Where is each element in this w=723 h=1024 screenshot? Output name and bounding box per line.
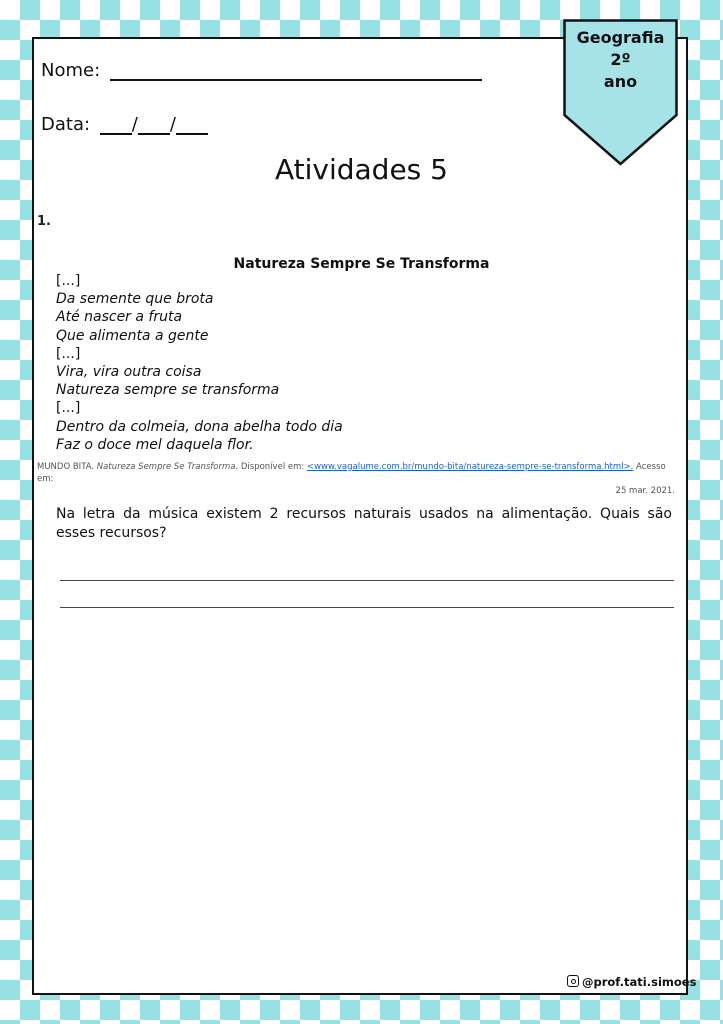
citation-access: Acesso em: [37,462,666,484]
date-month-line[interactable] [138,115,170,135]
date-separator: / [169,114,176,135]
lyric-line: Faz o doce mel daquela flor. [56,436,254,453]
question-number: 1. [37,214,51,229]
lyric-line: [...] [56,400,81,417]
lyric-line: [...] [56,273,81,289]
page-title: Atividades 5 [274,153,448,186]
citation-link[interactable]: <www.vagalume.com.br/mundo-bita/natureza-sempre-se-transforma.html>. [306,462,634,472]
instagram-icon [567,975,579,987]
question-prompt: Na letra da música existem 2 recursos naturais usados na alimentação. Quais são esses recursos? [56,506,672,541]
song-citation [37,461,675,497]
lyric-line: Dentro da colmeia, dona abelha todo dia [56,418,343,435]
lyric-line: Que alimenta a gente [56,327,209,344]
citation-author: MUNDO BITA. [37,462,95,472]
name-label: Nome: [41,60,101,81]
lyric-line: Até nascer a fruta [56,309,183,326]
citation-available: Disponível em: [240,462,305,472]
answer-line[interactable] [60,580,674,581]
lyric-line: Da semente que brota [56,291,214,308]
name-input-line[interactable] [110,61,482,81]
citation-work: Natureza Sempre Se Transforma. [96,462,239,472]
lyric-line: Vira, vira outra coisa [56,364,202,381]
song-title: Natureza Sempre Se Transforma [233,256,490,272]
lyric-line: [...] [56,345,81,362]
date-field [41,114,208,135]
subject-badge [563,19,678,166]
badge-grade-unit: ano [603,72,638,91]
badge-grade: 2º [610,50,631,69]
date-separator: / [131,114,138,135]
lyric-line: Natureza sempre se transforma [56,382,280,399]
badge-subject: Geografia [576,28,665,47]
citation-date: 25 mar. 2021. [615,486,675,496]
date-label: Data: [41,114,91,135]
name-field [41,60,482,81]
date-day-line[interactable] [100,115,132,135]
date-year-line[interactable] [176,115,208,135]
credit-handle: @prof.tati.simoes [582,975,697,989]
song-lyrics [56,272,343,454]
author-credit [567,975,696,989]
answer-line[interactable] [60,607,674,608]
